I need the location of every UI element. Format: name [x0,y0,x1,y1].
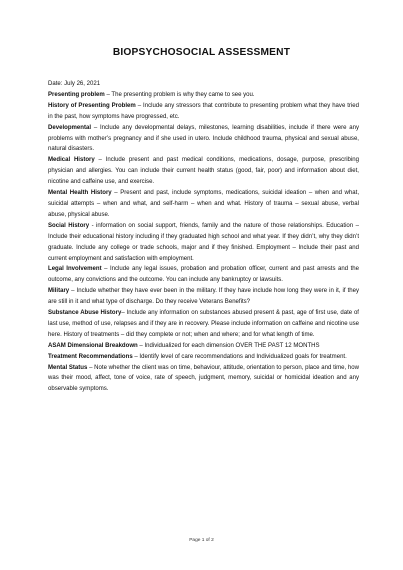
section-label: Substance Abuse History [48,310,122,317]
section-text: – The presenting problem is why they came to see you. [104,91,255,98]
section-text: – Identify level of care recommendations and Individualized goals for treatment. [132,353,347,360]
page-number: Page 1 of 2 [189,538,214,543]
document-title: BIOPSYCHOSOCIAL ASSESSMENT [112,47,291,58]
section-military [48,286,359,308]
section-label: Medical History [48,157,95,164]
section-substance-abuse-history [48,308,359,341]
section-text: – Include present and past medical conditions, medications, dosage, purpose, prescribing physician and allergies. You can include their current health status (good, fair, poor) and information about diet, nicotine and caffeine use, and exercise. [48,157,359,186]
section-asam-dimensional-breakdown [48,341,359,352]
section-label: Developmental [48,124,92,131]
section-text: – Include any stressors that contribute to presenting problem what they have tried in the past, how symptoms have progressed, etc. [48,102,360,120]
section-developmental [48,123,359,156]
section-text: – Include any developmental delays, milestones, learning disabilities, include if there were any problems with mother’s pregnancy and if she used in utero. Include childhood trauma, physical and sexual abuse, natural disasters. [48,124,359,153]
section-medical-history [48,155,359,188]
section-text: – Note whether the client was on time, behaviour, attitude, orientation to person, place and time, how was their mood, affect, tone of voice, rate of speech, judgment, memory, suicidal or homicidal ideation and any observable symptoms. [48,364,359,393]
section-text: – Include any legal issues, probation and probation officer, current and past arrests and the outcome, any convictions and the outcome. You can include any bankruptcy or lawsuits. [48,266,359,284]
section-label: Mental Status [48,364,88,371]
section-text: – Individualized for each dimension OVER THE PAST 12 MONTHS [137,342,320,349]
section-label: History of Presenting Problem [48,102,136,109]
section-history-presenting-problem [48,101,359,123]
section-social-history [48,221,359,265]
section-label: Treatment Recommendations [48,353,133,360]
section-label: Presenting problem [48,91,105,98]
section-text: – Include any information on substances abused present & past, age of first use, date of last use, method of use, relapses and if they are in recovery. Please include information on caffeine and nicotine use here. History of treatments – did they complete or not; when and where; and for what length of time. [48,310,359,338]
section-treatment-recommendations [48,352,359,363]
section-text: - information on social support, friends, family and the nature of those relationships. Education – Include their educational history including if they graduated high school and what year. If they didn’t, why they didn’t graduate. Include any college or trade schools, major and if they finished. Employment – Include their past and current employment and satisfaction with employment. [48,222,359,262]
section-legal-involvement [48,264,359,286]
date-line: Date: July 26, 2021 [48,81,101,87]
section-label: Legal Involvement [48,266,102,273]
section-label: Social History [48,222,90,229]
section-mental-status [48,363,359,396]
document-body [48,79,359,395]
section-label: Military [48,288,70,295]
section-mental-health-history [48,188,359,221]
section-text: – Include whether they have ever been in the military. If they have include how long they were in it, if they are still in it and what type of discharge. Do they receive Veterans Benefits? [48,288,359,306]
section-presenting-problem [48,90,359,101]
section-text: – Present and past, include symptoms, medications, suicidal ideation – when and what, suicidal attempts – when and what, and self-harm – when and what. History of trauma – sexual abuse, verbal abuse, physical abuse. [48,190,360,218]
section-label: ASAM Dimensional Breakdown [48,342,138,349]
section-label: Mental Health History [48,190,112,197]
